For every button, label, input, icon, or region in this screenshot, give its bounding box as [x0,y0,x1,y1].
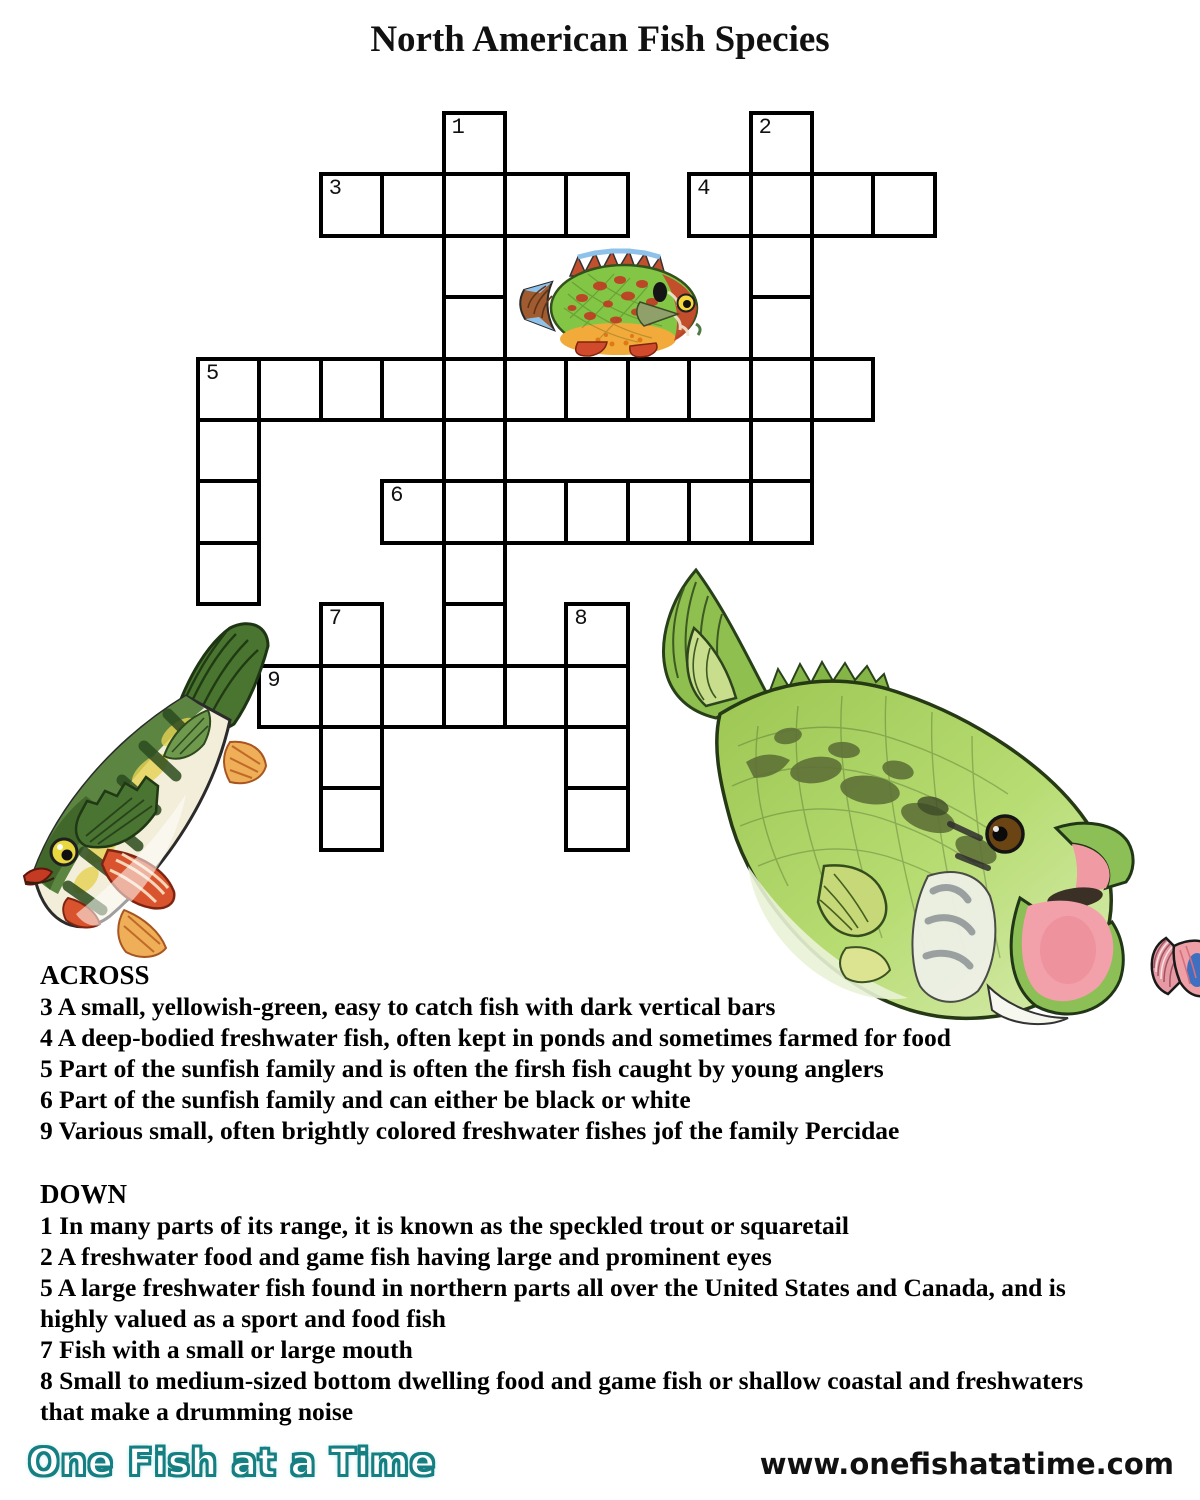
grid-cell-r1c3[interactable] [380,172,445,237]
grid-cell-r6c3[interactable] [380,479,445,544]
grid-cell-r6c5[interactable] [503,479,568,544]
grid-cell-r8c4[interactable] [442,602,507,667]
clue-number-1: 1 [451,115,465,140]
grid-cell-r5c9[interactable] [749,418,814,483]
clues-across-block [40,960,1196,1146]
grid-cell-r3c9[interactable] [749,295,814,360]
grid-cell-r4c9[interactable] [749,357,814,422]
grid-cell-r5c4[interactable] [442,418,507,483]
clue-down-8-line2: that make a drumming noise [40,1397,354,1426]
clue-down-5-line2: highly valued as a sport and food fish [40,1304,446,1333]
grid-cell-r1c8[interactable] [687,172,752,237]
grid-cell-r6c4[interactable] [442,479,507,544]
grid-cell-r11c2[interactable] [319,786,384,851]
clue-down-7-line1: 7 Fish with a small or large mouth [40,1335,413,1364]
clue-across-6-line1: 6 Part of the sunfish family and can either be black or white [40,1085,691,1114]
grid-cell-r2c4[interactable] [442,234,507,299]
grid-cell-r9c4[interactable] [442,664,507,729]
clue-number-8: 8 [574,606,588,632]
grid-cell-r4c4[interactable] [442,357,507,422]
grid-cell-r9c2[interactable] [319,664,384,729]
grid-cell-r4c2[interactable] [319,357,384,422]
grid-cell-r5c0[interactable] [196,418,261,483]
grid-cell-r4c5[interactable] [503,357,568,422]
grid-cell-r8c6[interactable] [564,602,629,667]
clue-number-2: 2 [758,115,772,140]
clues-down-block [40,1179,1196,1427]
grid-cell-r1c6[interactable] [564,172,629,237]
clue-number-3: 3 [328,176,342,202]
clues-section [40,960,1196,1427]
grid-cell-r6c6[interactable] [564,479,629,544]
clue-down-2-line1: 2 A freshwater food and game fish having large and prominent eyes [40,1242,772,1271]
grid-cell-r4c7[interactable] [626,357,691,422]
grid-cell-r4c6[interactable] [564,357,629,422]
grid-cell-r4c1[interactable] [257,357,322,422]
site-logo-text: One Fish at a Time [28,1441,436,1484]
website-url: www.onefishatatime.com [759,1447,1174,1481]
grid-cell-r7c4[interactable] [442,541,507,606]
clues-down-heading: DOWN [40,1179,127,1209]
clue-down-1-line1: 1 In many parts of its range, it is known as the speckled trout or squaretail [40,1211,849,1240]
clue-across-5-line1: 5 Part of the sunfish family and is often the firsh fish caught by young anglers [40,1054,884,1083]
grid-cell-r1c9[interactable] [749,172,814,237]
grid-cell-r8c2[interactable] [319,602,384,667]
grid-cell-r10c6[interactable] [564,725,629,790]
grid-cell-r6c0[interactable] [196,479,261,544]
page-title: North American Fish Species [370,19,830,60]
grid-cell-r4c8[interactable] [687,357,752,422]
clue-number-6: 6 [390,483,404,509]
grid-cell-r1c2[interactable] [319,172,384,237]
grid-cell-r1c4[interactable] [442,172,507,237]
grid-cell-r10c2[interactable] [319,725,384,790]
grid-cell-r3c4[interactable] [442,295,507,360]
grid-cell-r9c3[interactable] [380,664,445,729]
grid-cell-r0c9[interactable] [749,111,814,176]
clue-across-9-line1: 9 Various small, often brightly colored freshwater fishes jof the family Percidae [40,1116,900,1145]
clue-number-9: 9 [267,667,281,693]
sunfish-illustration [512,242,714,362]
grid-cell-r1c10[interactable] [810,172,875,237]
clue-across-4-line1: 4 A deep-bodied freshwater fish, often kept in ponds and sometimes farmed for food [40,1023,951,1052]
grid-cell-r0c4[interactable] [442,111,507,176]
grid-cell-r7c0[interactable] [196,541,261,606]
grid-cell-r4c10[interactable] [810,357,875,422]
grid-cell-r4c3[interactable] [380,357,445,422]
grid-cell-r6c8[interactable] [687,479,752,544]
clues-across-heading: ACROSS [40,960,150,990]
grid-cell-r9c6[interactable] [564,664,629,729]
grid-cell-r11c6[interactable] [564,786,629,851]
clue-number-4: 4 [697,176,711,202]
grid-cell-r9c5[interactable] [503,664,568,729]
perch-illustration [16,614,281,966]
clue-down-8-line1: 8 Small to medium-sized bottom dwelling food and game fish or shallow coastal and freshwaters [40,1366,1084,1395]
grid-cell-r6c7[interactable] [626,479,691,544]
grid-cell-r6c9[interactable] [749,479,814,544]
grid-cell-r1c5[interactable] [503,172,568,237]
clue-across-3-line1: 3 A small, yellowish-green, easy to catch fish with dark vertical bars [40,992,776,1021]
clue-number-5: 5 [206,360,220,386]
clue-number-7: 7 [328,606,342,632]
grid-cell-r1c11[interactable] [871,172,936,237]
grid-cell-r2c9[interactable] [749,234,814,299]
grid-cell-r4c0[interactable] [196,357,261,422]
clue-down-5-line1: 5 A large freshwater fish found in northern parts all over the United States and Canada, and is [40,1273,1066,1302]
